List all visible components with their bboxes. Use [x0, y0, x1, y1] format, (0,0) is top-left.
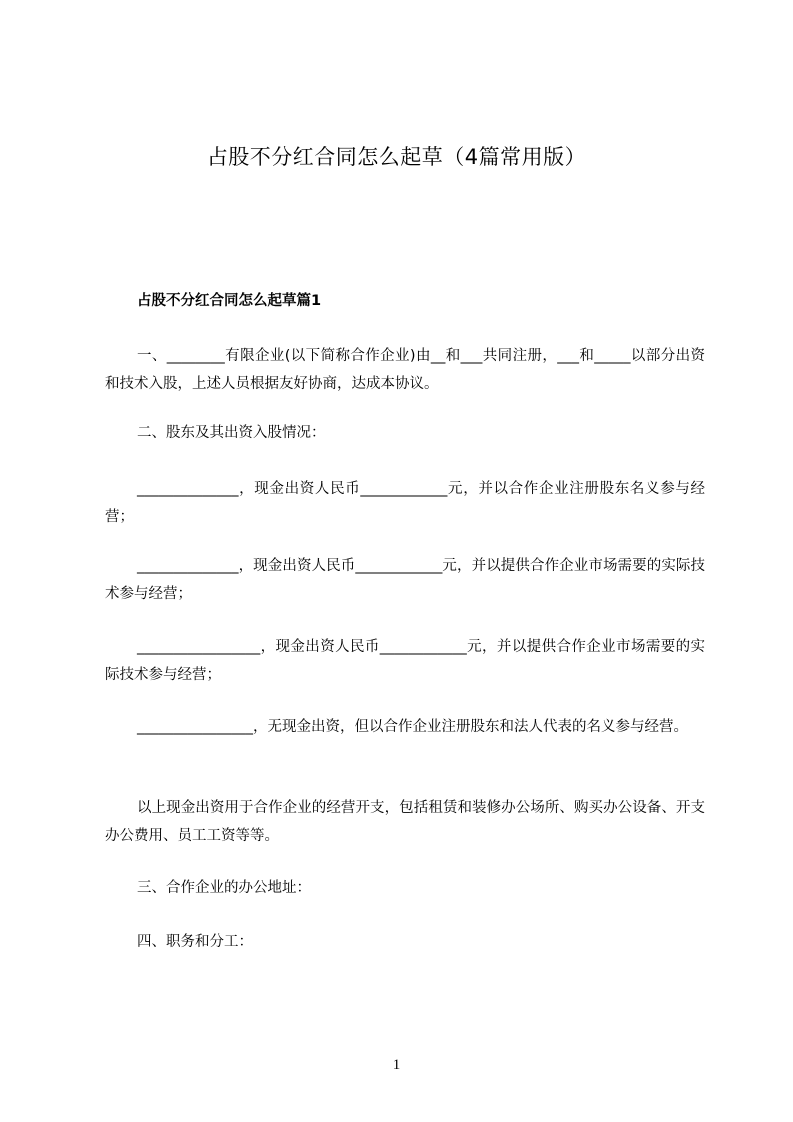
page-number: 1	[392, 1057, 401, 1073]
paragraph-shareholder-2: ______________，现金出资人民币____________元，并以提供合作企业市场需要的实际技术参与经营；	[105, 558, 705, 602]
paragraph-shareholder-3: _________________，现金出资人民币____________元，并以提供合作企业市场需要的实际技术参与经营；	[105, 639, 705, 683]
paragraph-duties: 四、职务和分工：	[137, 934, 253, 950]
paragraph-office-address: 三、合作企业的办公地址：	[137, 880, 311, 896]
section-heading: 占股不分红合同怎么起草篇1	[137, 293, 322, 309]
paragraph-shareholder-4: ________________，无现金出资，但以合作企业注册股东和法人代表的名义参与经营。	[137, 719, 688, 735]
paragraph-shareholders-heading: 二、股东及其出资入股情况：	[137, 425, 326, 441]
document-title: 占股不分红合同怎么起草（4篇常用版）	[206, 145, 587, 169]
paragraph-shareholder-1: ______________，现金出资人民币____________元，并以合作企业注册股东名义参与经营；	[105, 481, 705, 525]
paragraph-intro: 一、________有限企业(以下简称合作企业)由__和___共同注册，___和_____以部分出资和技术入股，上述人员根据友好协商，达成本协议。	[105, 348, 705, 392]
paragraph-capital-use: 以上现金出资用于合作企业的经营开支，包括租赁和装修办公场所、购买办公设备、开支办公费用、员工工资等等。	[105, 800, 705, 844]
